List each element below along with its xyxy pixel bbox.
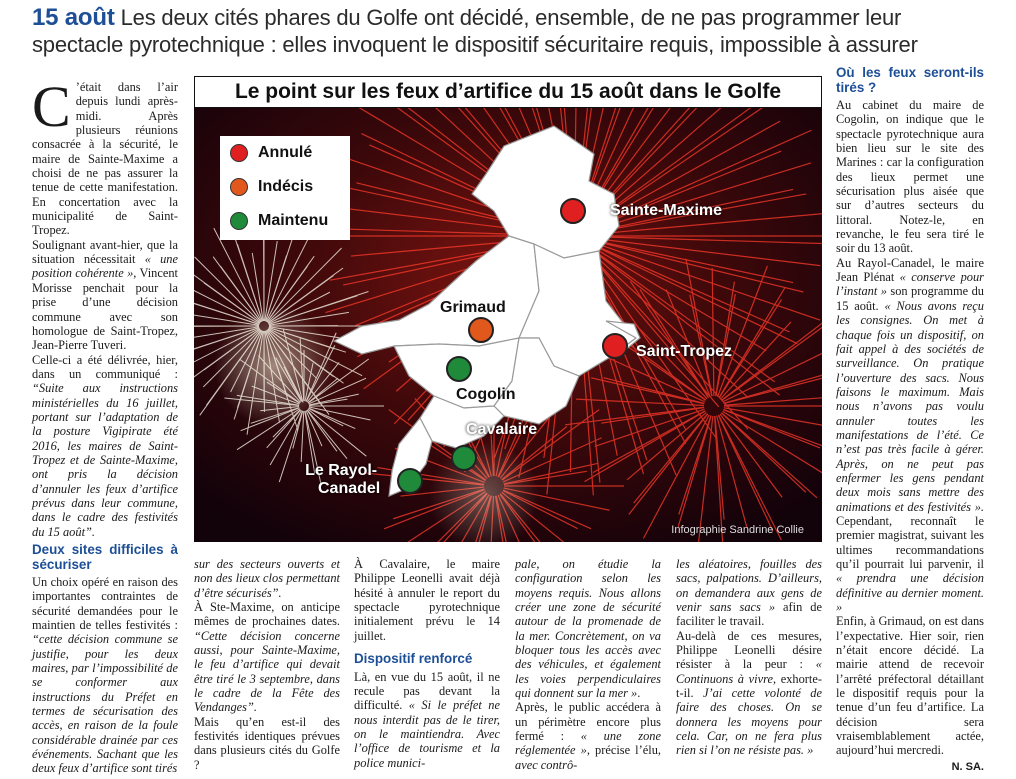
paragraph: Enfin, à Grimaud, on est dans l’expectative. Hier soir, rien n’était encore décidé. La mairie attend de recevoir l’arrêté préfectoral détaillant le dispositif requis pour la tenue d’un feu d’artifice. La décision sera vraisemblablement actée, aujourd’hui mercredi. — [836, 614, 984, 758]
town-label-grimaud: Grimaud — [440, 299, 506, 316]
green-dot-icon — [230, 212, 248, 230]
drop-cap: C — [32, 74, 71, 139]
legend-item-maintained: Maintenu — [220, 204, 350, 238]
headline — [32, 4, 992, 58]
paragraph: pale, on étudie la configuration selon les moyens requis. Nous allons créer une zone de sécurité autour de la promenade de la mer. Concrètement, on va bloquer tous les accès avec des véhicules, et également les voies perpendiculaires qui donnent sur la mer ». — [515, 557, 661, 701]
subheading: Deux sites difficiles à sécuriser — [32, 542, 178, 572]
paragraph: À Ste-Maxime, on anticipe mêmes de prochaines dates. “Cette décision concerne aussi, pour Sainte-Maxime, le feu d’artifice qui devait être tiré le 3 septembre, dans le cadre de la Fête des Vendanges”. — [194, 600, 340, 715]
subheading: Où les feux seront-ils tirés ? — [836, 65, 984, 95]
fireworks-infographic — [194, 76, 822, 542]
article-column-6 — [836, 66, 984, 774]
town-label-cavalaire: Cavalaire — [466, 421, 538, 438]
paragraph: les aléatoires, fouilles des sacs, palpations. D’ailleurs, on demandera aux gens de venir sans sacs » afin de faciliter le travail. — [676, 557, 822, 629]
paragraph: Au-delà de ces mesures, Philippe Leonelli désire résister à la peur : « Continuons à vivre, exhorte-t-il. J’ai cette volonté de faire des choses. On se donnera les moyens pour cela. Car, on ne fera plus rien si l’on ne résiste pas. » — [676, 628, 822, 758]
article-column-4 — [515, 557, 661, 772]
paragraph: Après, le public accédera à un périmètre encore plus fermé : « une zone réglementée », précise l’élu, avec contrô- — [515, 700, 661, 772]
marker-cogolin — [446, 356, 472, 382]
article-column-2 — [194, 557, 340, 772]
paragraph: À Cavalaire, le maire Philippe Leonelli avait déjà hésité à annuler le report du spectacle pyrotechnique initialement prévu le 14 juillet. — [354, 557, 500, 643]
town-label-saint-tropez: Saint-Tropez — [636, 343, 733, 360]
paragraph: Au cabinet du maire de Cogolin, on indique que le spectacle pyrotechnique aura bien lieu sur le site des Marines : car la configuration des lieux permet une sécurisation plus aisée que sur d’autres secteurs du littoral. Notez-le, en revanche, le feu sera tiré le soir du 13 août. — [836, 98, 984, 256]
paragraph: Celle-ci a été délivrée, hier, dans un communiqué : “Suite aux instructions ministérielles du 16 juillet, portant sur l’adaptation de la posture Vigipirate été 2016, les maires de Saint-Tropez et de Sainte-Maxime, ont pris la décision d’annuler les feux d’artifice prévus dans leur commune, dans le cadre des festivités du 15 août”. — [32, 352, 178, 539]
infographic-credit: Infographie Sandrine Collie — [671, 524, 804, 536]
town-label-le-rayol-canadel: Le Rayol- Canadel — [305, 462, 381, 497]
red-dot-icon — [230, 144, 248, 162]
marker-grimaud — [468, 317, 494, 343]
paragraph: sur des secteurs ouverts et non des lieux clos permettant d’être sécurisés”. — [194, 557, 340, 600]
legend-item-undecided: Indécis — [220, 170, 350, 204]
subheading: Dispositif renforcé — [354, 651, 473, 667]
marker-saint-tropez — [602, 333, 628, 359]
paragraph: Là, en vue du 15 août, il ne recule pas devant la difficulté. « Si le préfet ne nous interdit pas de le tirer, on le maintiendra. Avec l’office de tourisme et la police munici- — [354, 669, 501, 770]
paragraph: Au Rayol-Canadel, le maire Jean Plénat « conserve pour l’instant » son programme du 15 août. « Nous avons reçu les consignes. On met à chaque fois un dispositif, on fait appel à des sociétés de surveillance. On pratique l’ouverture des sacs. Nous faisons le maximum. Mais nous n’avons pas voulu annuler toutes les manifestations de l’été. Ce n’est pas très facile à gérer. Après, on ne peut pas enfermer les gens pendant deux mois sans mettre des animations et des festivités ». Cependant, reconnaît le premier magistrat, suivant les ultimes recommandations qu’il pourrait lui parvenir, il « prendra une décision définitive au dernier moment. » — [836, 255, 984, 615]
town-label-sainte-maxime: Sainte-Maxime — [610, 202, 723, 219]
headline-kicker: 15 août — [32, 4, 115, 31]
marker-cavalaire — [451, 445, 477, 471]
paragraph: Soulignant avant-hier, que la situation nécessitait « une position cohérente », Vincent Morisse penchait pour la prise d’une décision commune avec son homologue de Saint-Tropez, Jean-Pierre Tuveri. — [32, 237, 178, 353]
town-label-cogolin: Cogolin — [456, 386, 516, 403]
marker-le-rayol-canadel — [397, 468, 423, 494]
article-column-5 — [676, 557, 822, 758]
legend — [220, 136, 350, 240]
legend-item-cancelled: Annulé — [220, 136, 350, 170]
paragraph: Un choix opéré en raison des importantes contraintes de sécurité demandées pour le maintien de telles festivités : “cette décision commune se justifie, pour les deux maires, par l’impossibilité de se conformer aux instructions du Préfet en termes de sécurisation des accès, en raison de la foule considérable drainée par ces événements. Sachant que les deux feux d’artifice sont tirés — [32, 575, 178, 776]
orange-dot-icon — [230, 178, 248, 196]
infographic-title: Le point sur les feux d’artifice du 15 août dans le Golfe — [194, 76, 822, 108]
article-column-1 — [32, 74, 178, 776]
paragraph: C ’était dans l’air depuis lundi après-midi. Après plusieurs réunions consacrée à la sécurité, le maire de Sainte-Maxime a choisi de ne pas assurer la tenue de cette manifestation. En concertation avec la municipalité de Saint-Tropez. — [32, 74, 178, 238]
marker-sainte-maxime — [560, 198, 586, 224]
headline-text: Les deux cités phares du Golfe ont décidé, ensemble, de ne pas programmer leur spectacle pyrotechnique : elles invoquent le dispositif sécuritaire requis, impossible à assurer — [32, 5, 918, 57]
article-column-3 — [354, 557, 500, 770]
author-signature: N. SA. — [951, 760, 984, 773]
paragraph: Mais qu’en est-il des festivités identiques prévues dans plusieurs cités du Golfe ? — [194, 714, 340, 772]
